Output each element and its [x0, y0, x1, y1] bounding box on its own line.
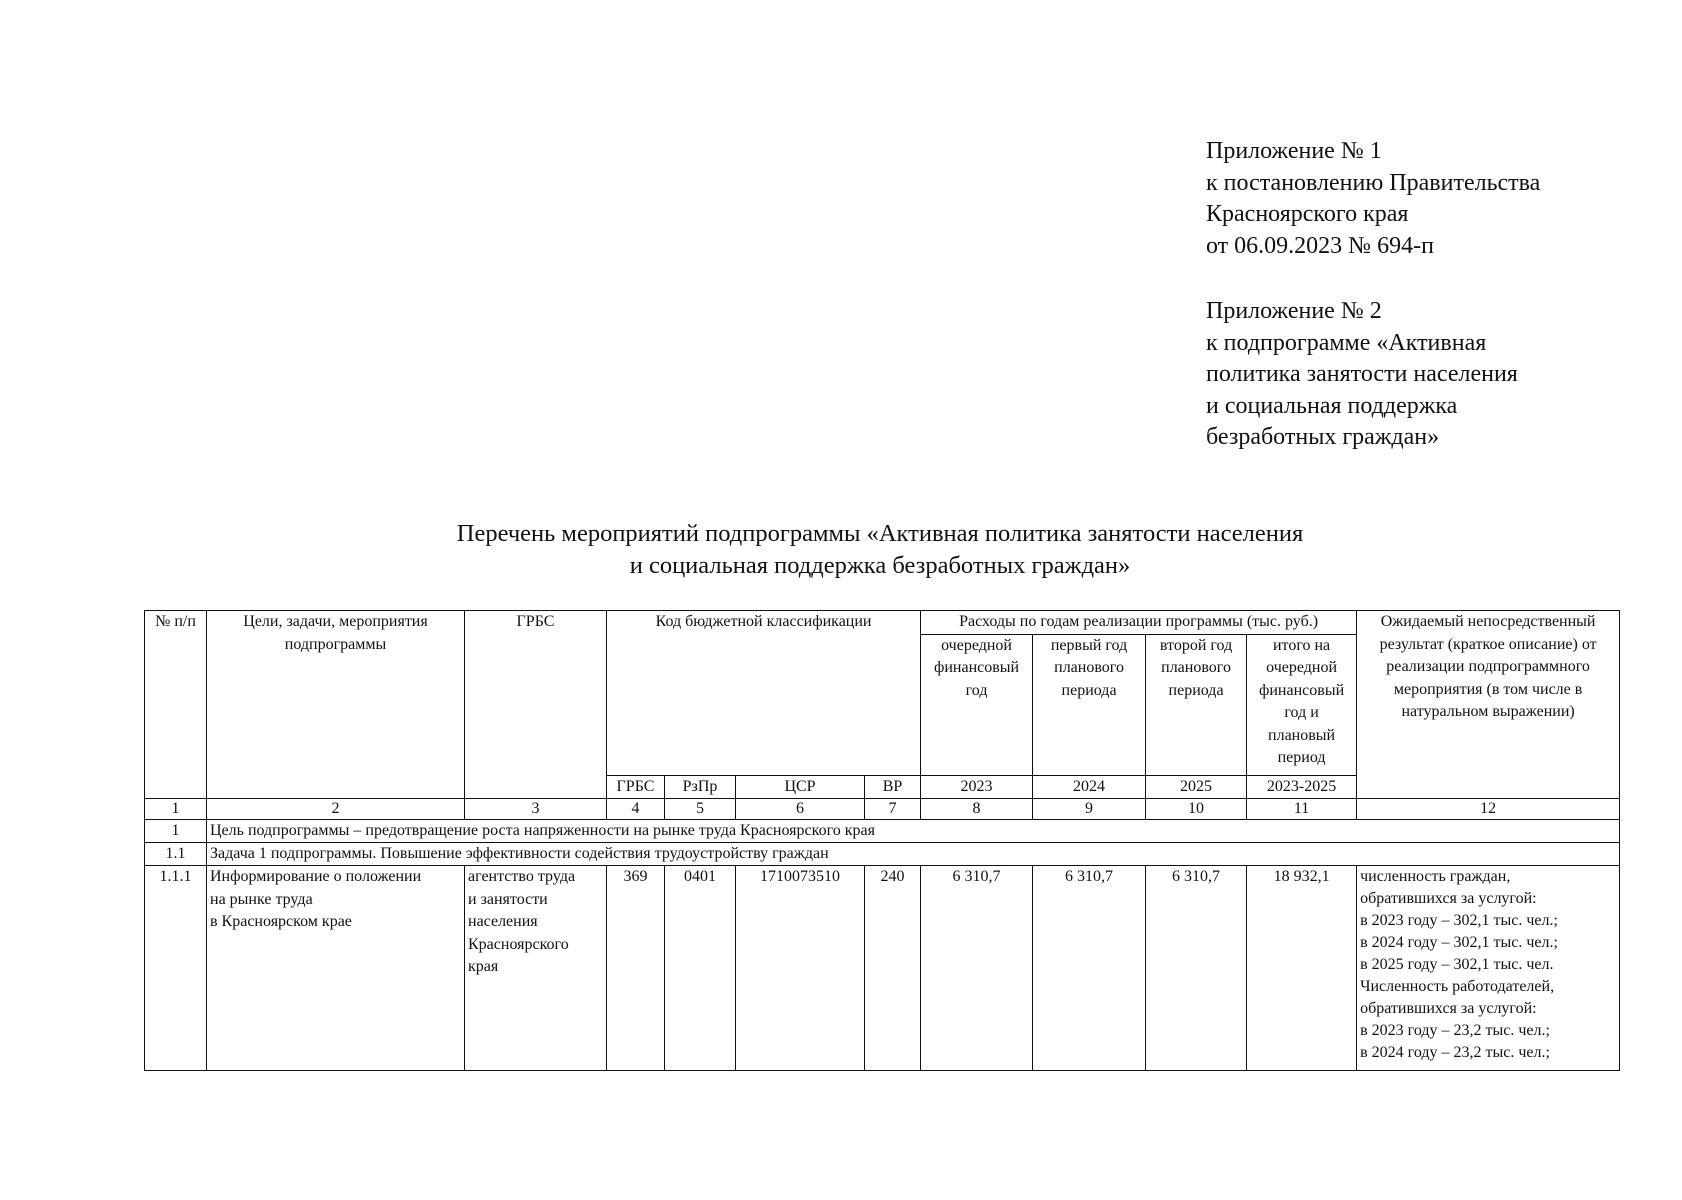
column-number: 9	[1033, 799, 1146, 820]
appendix-2-block	[1206, 296, 1626, 454]
header-budget-code: Код бюджетной классификации	[607, 611, 921, 776]
activities-table	[144, 610, 1620, 1071]
activity-name	[207, 866, 465, 1071]
activity-rzpr: 0401	[665, 866, 736, 1071]
column-number: 1	[145, 799, 207, 820]
task-num: 1.1	[145, 843, 207, 866]
appendix-2-line: и социальная поддержка	[1206, 392, 1458, 419]
activity-grbs-line: и занятости	[468, 890, 548, 908]
activity-2025: 6 310,7	[1146, 866, 1247, 1071]
header-year-first: первый год планового периода	[1033, 634, 1146, 775]
header-year-second: второй год планового периода	[1146, 634, 1247, 775]
header-y2025: 2025	[1146, 775, 1247, 799]
appendix-1-line: к постановлению Правительства	[1206, 169, 1541, 196]
column-number: 11	[1247, 799, 1357, 820]
goal-num: 1	[145, 820, 207, 843]
column-number: 7	[865, 799, 921, 820]
activity-result-line: в 2024 году – 23,2 тыс. чел.;	[1360, 1044, 1550, 1061]
activity-result-line: численность граждан,	[1360, 868, 1511, 885]
activity-result	[1357, 866, 1620, 1071]
header-sub-csr: ЦСР	[736, 775, 865, 799]
column-number: 3	[465, 799, 607, 820]
activity-grbs	[465, 866, 607, 1071]
activity-result-line: обратившихся за услугой:	[1360, 1000, 1537, 1017]
appendix-2-line: безработных граждан»	[1206, 424, 1440, 450]
activity-grbs-line: населения	[468, 913, 538, 930]
column-number: 6	[736, 799, 865, 820]
appendix-2-line: Приложение № 2	[1206, 298, 1382, 324]
activity-csr: 1710073510	[736, 866, 865, 1071]
activity-grbs-line: края	[468, 958, 499, 975]
goal-row	[145, 820, 1620, 843]
appendix-1-line: Красноярского края	[1206, 201, 1409, 227]
activity-vr: 240	[865, 866, 921, 1071]
header-grbs: ГРБС	[465, 611, 607, 799]
appendix-1-line: от 06.09.2023 № 694-п	[1206, 232, 1434, 259]
appendix-1-block	[1206, 136, 1626, 262]
header-year-current: очередной финансовый год	[921, 634, 1033, 775]
activity-name-line: Информирование о положении	[210, 868, 422, 885]
column-number-row	[145, 799, 1620, 820]
appendix-2-line: политика занятости населения	[1206, 361, 1518, 387]
header-sub-grbs: ГРБС	[607, 775, 665, 799]
activity-row	[145, 866, 1620, 1071]
activity-total: 18 932,1	[1247, 866, 1357, 1071]
task-text: Задача 1 подпрограммы. Повышение эффективности содействия трудоустройству граждан	[207, 843, 1620, 866]
table-header-row-1	[145, 611, 1620, 635]
header-year-total: итого на очередной финансовый год и плановый период	[1247, 634, 1357, 775]
document-title-line-1: Перечень мероприятий подпрограммы «Активная политика занятости населения	[456, 520, 1304, 547]
column-number: 5	[665, 799, 736, 820]
header-expenses: Расходы по годам реализации программы (тыс. руб.)	[921, 611, 1357, 635]
column-number: 8	[921, 799, 1033, 820]
activity-result-line: в 2023 году – 302,1 тыс. чел.;	[1360, 912, 1558, 929]
header-num: № п/п	[145, 611, 207, 799]
header-y2023: 2023	[921, 775, 1033, 799]
document-title-line-2: и социальная поддержка безработных граждан»	[629, 552, 1131, 579]
header-y-range: 2023-2025	[1247, 775, 1357, 799]
goal-text: Цель подпрограммы – предотвращение роста напряженности на рынке труда Красноярского края	[207, 820, 1620, 843]
column-number: 12	[1357, 799, 1620, 820]
appendix-1-line: Приложение № 1	[1206, 138, 1382, 164]
column-number: 10	[1146, 799, 1247, 820]
activity-result-line: в 2024 году – 302,1 тыс. чел.;	[1360, 934, 1558, 951]
appendix-2-line: к подпрограмме «Активная	[1206, 329, 1487, 356]
header-y2024: 2024	[1033, 775, 1146, 799]
activity-result-line: в 2025 году – 302,1 тыс. чел.	[1360, 956, 1554, 973]
document-title	[145, 518, 1615, 582]
header-result: Ожидаемый непосредственный результат (краткое описание) от реализации подпрограммного мероприятия (в том числе в натуральном выражении)	[1357, 611, 1620, 799]
header-sub-rzpr: РзПр	[665, 775, 736, 799]
activity-name-line: в Красноярском крае	[210, 913, 352, 930]
task-row	[145, 843, 1620, 866]
column-number: 2	[207, 799, 465, 820]
activity-grbs-code: 369	[607, 866, 665, 1071]
activity-2023: 6 310,7	[921, 866, 1033, 1071]
header-sub-vr: ВР	[865, 775, 921, 799]
activity-num: 1.1.1	[145, 866, 207, 1071]
column-number: 4	[607, 799, 665, 820]
activity-grbs-line: Красноярского	[468, 935, 569, 953]
activity-result-line: в 2023 году – 23,2 тыс. чел.;	[1360, 1022, 1550, 1039]
activity-result-line: обратившихся за услугой:	[1360, 890, 1537, 907]
activity-grbs-line: агентство труда	[468, 868, 576, 885]
header-goals: Цели, задачи, мероприятия подпрограммы	[207, 611, 465, 799]
activity-2024: 6 310,7	[1033, 866, 1146, 1071]
activity-name-line: на рынке труда	[210, 890, 313, 908]
activity-result-line: Численность работодателей,	[1360, 978, 1555, 995]
